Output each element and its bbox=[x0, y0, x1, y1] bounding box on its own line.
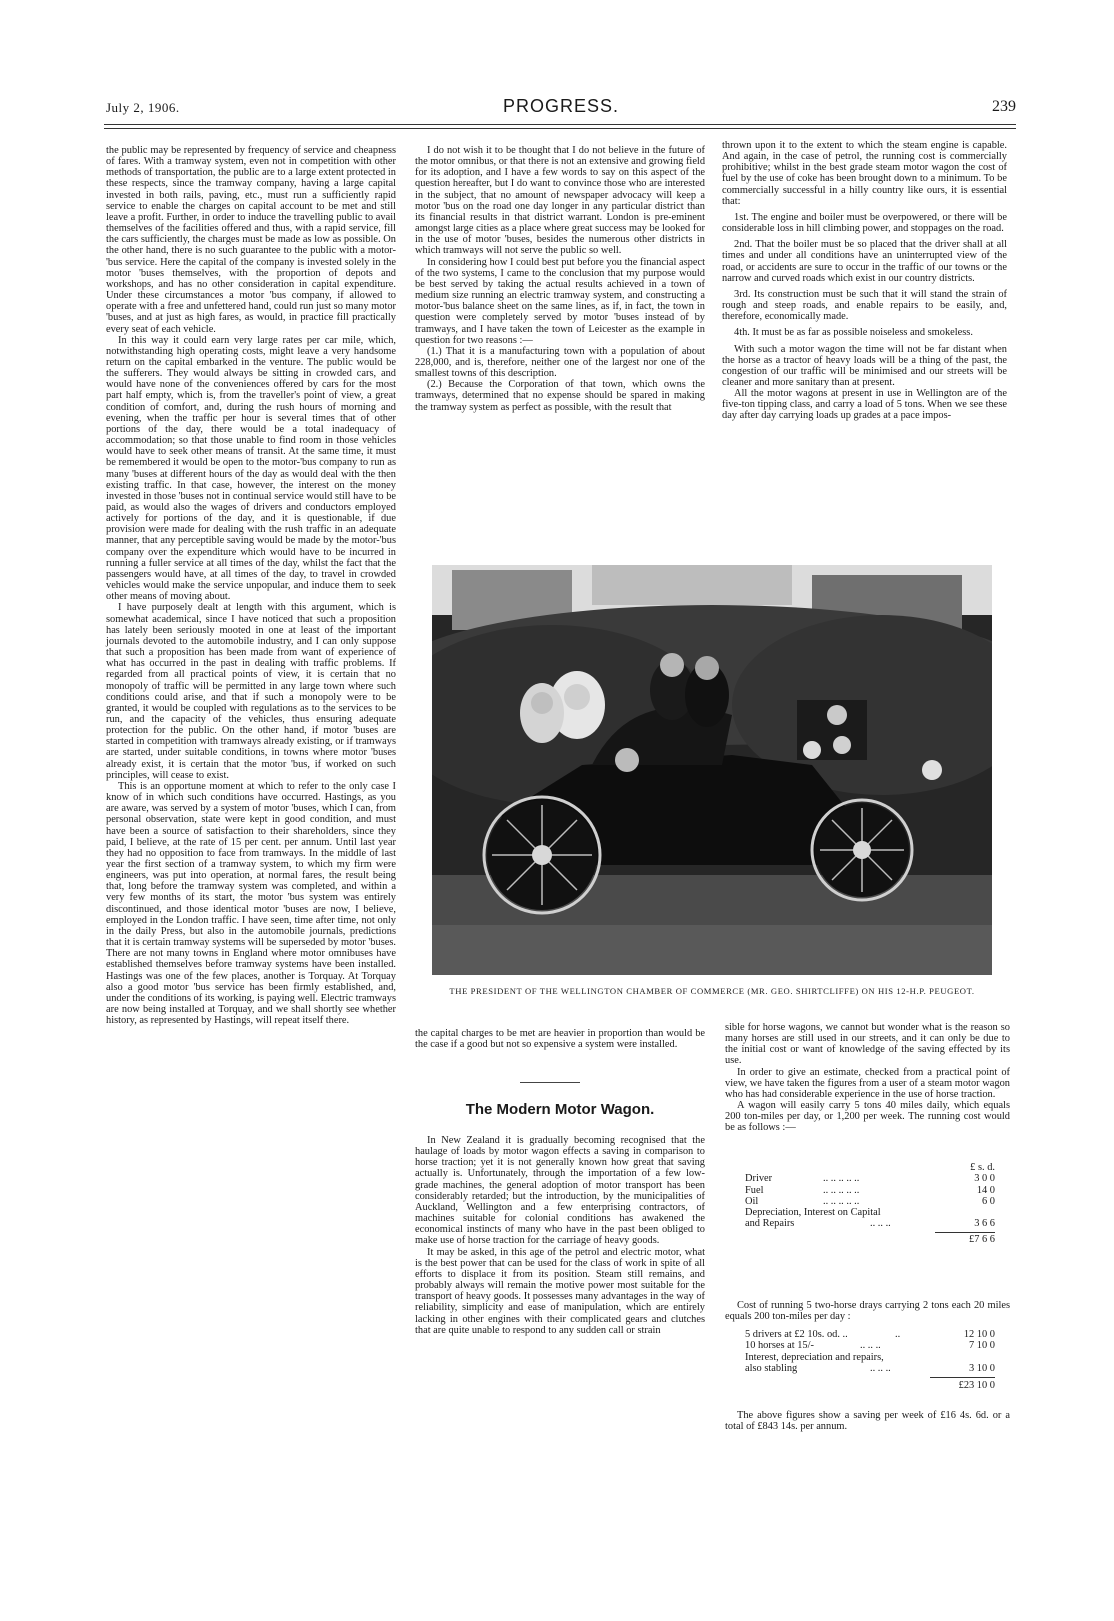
paragraph: (2.) Because the Corporation of that town, which owns the tramways, determined that no expense should be spared in making the tramway system as perfect as possible, with the result that bbox=[415, 379, 705, 413]
table-row: Depreciation, Interest on Capital bbox=[745, 1207, 881, 1219]
paragraph: All the motor wagons at present in use in Wellington are of the five-ton tipping class, and carry a load of 5 tons. When we see these day after day carrying loads up grades at a pace impos- bbox=[722, 388, 1007, 422]
section-divider bbox=[520, 1082, 580, 1083]
running-header bbox=[106, 98, 1016, 122]
column-1 bbox=[106, 145, 396, 1026]
currency-heads: £ s. d. bbox=[970, 1162, 995, 1173]
paragraph: With such a motor wagon the time will not be far distant when the horse as a tractor of heavy loads will be a thing of the past, the congestion of our traffic will be minimised and our streets will be cleaner and more sanitary than at present. bbox=[722, 343, 1007, 388]
table-row: also stabling .. .. .. 3 10 0 bbox=[745, 1362, 995, 1374]
table-row: Driver .. .. .. .. .. 3 0 0 bbox=[745, 1173, 995, 1185]
paragraph: sible for horse wagons, we cannot but wonder what is the reason so many horses are still used in our streets, and it can only be due to the initial cost or want of knowledge of the saving effected by its use. bbox=[725, 1022, 1010, 1067]
publication-title: PROGRESS. bbox=[502, 96, 620, 116]
table-total: £23 10 0 bbox=[958, 1380, 995, 1392]
table-row: Fuel .. .. .. .. .. 14 0 bbox=[745, 1184, 995, 1196]
paragraph: In this way it could earn very large rates per car mile, which, notwithstanding high operating costs, might leave a very handsome return on the capital embarked in the venture. The public would be the sufferers. They would always be sitting in crowded cars, and would have none of the conveniences offered by cars for the most part half empty, which is, from the traveller's point of view, a great condition of comfort, and, during the rush hours of morning and evening, when the traffic per hour is several times that of other portions of the day, there would be a total inadequacy of accommodation; so that those unable to find room in those vehicles would have to seek other means of transit. At the same time, it must be remembered it would be open to the motor-'bus company to run as many 'buses at different hours of the day as would deal with the then existing traffic. In that case, however, the interest on the money invested in those 'buses not in continual service would still have to be paid, as would also the wages of drivers and conductors employed actively for portions of the day, and it is questionable, if due provision were made for dealing with the rush traffic in an adequate manner, that any perceptible saving would be made by the motor-'bus company over the expenditure which would have to be incurred in running a fuller service at all times of the day, whilst the fact that the passengers would have, at all times of the day, to travel in crowded vehicles would make the service unpopular, and induce them to seek other means of moving about. bbox=[106, 334, 396, 603]
paragraph: A wagon will easily carry 5 tons 40 miles daily, which equals 200 ton-miles per day, or 1,200 per week. The running cost would be as follows :— bbox=[725, 1100, 1010, 1134]
paragraph: 4th. It must be as far as possible noiseless and smokeless. bbox=[734, 327, 973, 339]
sum-rule bbox=[930, 1377, 995, 1378]
paragraph: In order to give an estimate, checked from a practical point of view, we have taken the figures from a user of a steam motor wagon who has had considerable experience in the use of horse traction. bbox=[725, 1066, 1010, 1100]
article-body bbox=[415, 1135, 705, 1336]
paragraph: I do not wish it to be thought that I do not believe in the future of the motor omnibus, or that there is not an extensive and growing field for its adoption, and I have a few words to say on this aspect of the question hereafter, but I do want to convince those who are interested in the subject, that no amount of newspaper advocacy will keep a motor 'bus on the road one day longer in any particular district than its financial results in that district warrant. London is pre-eminent amongst large cities as a place where great success may be looked for in the use of motor 'buses, besides the numerous other districts in which tramways will not serve the public so well. bbox=[415, 145, 706, 257]
header-rule bbox=[104, 124, 1016, 125]
paragraph: I have purposely dealt at length with this argument, which is somewhat academical, since I have noticed that such a proposition has lately been seriously mooted in one at least of the important journals devoted to the automobile industry, and I can only suppose that such a proposition has been made from want of experience of what has occurred in the past in dealing with traffic problems. If regarded from all practical points of view, it is certain that no monopoly of traffic will be permitted in any large town where such conditions could arise, and that if such a monopoly were to be granted, it would be coupled with regulations as to the services to be run, and the capacity of the vehicles, thus ensuring adequate protection for the public. On the other hand, if motor 'buses are started in competition with tramways already existing, or if tramways are started, under suitable conditions, in towns where motor 'buses already exist, it is certain that the motor 'bus, if worked on such principles, will cease to exist. bbox=[106, 602, 396, 781]
paragraph: 3rd. Its construction must be such that it will stand the strain of rough and steep roads, and enable repairs to be easily, and, therefore, economically made. bbox=[722, 288, 1007, 323]
paragraph: 1st. The engine and boiler must be overpowered, or there will be considerable loss in hill climbing power, and stoppages on the road. bbox=[722, 211, 1007, 235]
paragraph: the capital charges to be met are heavier in proportion than would be the case if a good but not so expensive a system were installed. bbox=[415, 1028, 705, 1051]
paragraph: It may be asked, in this age of the petrol and electric motor, what is the best power that can be used for the class of work in spite of all efforts to displace it from its position. Steam still remains, and probably always will remain the motive power most suitable for the transport of heavy goods. It possesses many advantages in the way of reliability, simplicity and ease of manipulation, which are entirely lacking in other engines with their complicated gears and clutches that are quite unable to respond to any sudden call or strain bbox=[415, 1246, 705, 1336]
horse-drays-cost-table bbox=[745, 1329, 995, 1391]
issue-date: July 2, 1906. bbox=[106, 100, 180, 115]
motorcar-photograph bbox=[432, 565, 992, 975]
table-row: Interest, depreciation and repairs, bbox=[745, 1351, 884, 1363]
table-row: and Repairs .. .. .. 3 6 6 bbox=[745, 1218, 995, 1230]
header-rule-thin bbox=[104, 128, 1016, 129]
paragraph: the public may be represented by frequency of service and cheapness of fares. With a tramway system, even not in competition with other methods of transportation, the public are to a large extent protected in these respects, since the tramway company, having a large capital invested in both rails, paving, etc., must run a sufficiently rapid service to enable the charges on capital account to be met and still leave a profit. Further, in order to induce the travelling public to avail themselves of the facilities offered and thus, with a rapid service, fill the cars sufficiently, the charges must be made as low as possible. On the other hand, there is no such guarantee to the public with a motor-'bus service. Here the capital of the company is invested solely in the motor 'buses themselves, with the proportion of depots and workshops, and has no other consideration in capital expenditure. Under these circumstances a motor 'bus company, if allowed to operate with a free and unfettered hand, could run just so many motor 'buses, and at just as high fares, as would, in practice fill practically every seat of each vehicle. bbox=[106, 145, 396, 335]
savings-summary: The above figures show a saving per week of £16 4s. 6d. or a total of £843 14s. per annum. bbox=[725, 1410, 1010, 1433]
column-3 bbox=[722, 140, 1007, 422]
motor-wagon-cost-table bbox=[745, 1162, 995, 1245]
column-2 bbox=[415, 145, 705, 413]
paragraph: 2nd. That the boiler must be so placed that the driver shall at all times and under all conditions have an uninterrupted view of the road, or accidents are sure to occur in the traffic of our towns or the narrow and curved roads which exist in our country districts. bbox=[722, 239, 1007, 284]
table-row: 10 horses at 15/- .. .. .. 7 10 0 bbox=[745, 1340, 995, 1352]
article-heading: The Modern Motor Wagon. bbox=[465, 1101, 655, 1118]
paragraph: This is an opportune moment at which to refer to the only case I know of in which such conditions have occurred. Hastings, as you are aware, was served by a system of motor 'buses, which I can, from personal observation, state were kept in good condition, and must have been a source of satisfaction to their shareholders, since they paid, I believe, at the rate of 15 per cent. per annum. Until last year they had no opposition to face from tramways. In the middle of last year the first section of a tramway system, to which my firm were engineers, was put into operation, at normal fares, the result being that, long before the tramway system was completed, and within a very few months of its start, the motor 'bus system was entirely discontinued, and those identical motor 'buses are now, I believe, employed in the London traffic. I have seen, time after time, not only in the daily Press, but also in the automobile journals, predictions that it is certain tramway systems will be superseded by motor 'buses. There are not many towns in England where motor omnibuses have established themselves before tramway systems have been installed. Hastings was one of the few places, another is Torquay. At Torquay also a good motor 'bus service has been firmly established, and, under the conditions of its working, is paying well. Electric tramways are now being installed at Torquay, and we shall shortly see whether history, as represented by Hastings, will repeat itself there. bbox=[106, 780, 396, 1027]
paragraph: thrown upon it to the extent to which the steam engine is capable. And again, in the case of petrol, the running cost is commercially prohibitive; whilst in the best grade steam motor wagon the cost of fuel by the use of coke has been brought down to a minimum. To be commercially successful in a hilly country like ours, it is essential that: bbox=[722, 140, 1007, 207]
paragraph: (1.) That it is a manufacturing town with a population of about 228,000, and is, therefore, neither one of the largest nor one of the smallest towns of this description. bbox=[415, 345, 705, 380]
page-number: 239 bbox=[992, 98, 1016, 115]
motorcar-illustration bbox=[432, 565, 992, 975]
table-row: Oil .. .. .. .. .. 6 0 bbox=[745, 1195, 995, 1207]
drays-cost-intro: Cost of running 5 two-horse drays carrying 2 tons each 20 miles equals 200 ton-miles per day : bbox=[725, 1300, 1010, 1323]
paragraph: In considering how I could best put before you the financial aspect of the two systems, I came to the conclusion that my purpose would be best served by taking the actual results achieved in a town of medium size running an electric tramway system, and constructing a motor-'bus balance sheet on the same lines, as if, in fact, the town in question were completely served by motor 'buses instead of by tramways, and I have taken the town of Leicester as the example in question for two reasons :— bbox=[415, 256, 705, 346]
table-row: 5 drivers at £2 10s. od. .. .. 12 10 0 bbox=[745, 1329, 995, 1340]
column-3-continued bbox=[725, 1022, 1010, 1134]
paragraph: In New Zealand it is gradually becoming recognised that the haulage of loads by motor wagon effects a saving in comparison to horse traction; yet it is not generally known how great that saving actually is. Unfortunately, through the importation of a few low-grade machines, the general adoption of motor transport has been considerably retarded; but the introduction, by the municipalities of Auckland, Wellington and a few enterprising contractors, of machines suitable for colonial conditions has awakened the economical instincts of many who have in the past been obliged to make use of horse traction for the carriage of heavy goods. bbox=[415, 1135, 705, 1247]
column-2-continued bbox=[415, 1028, 705, 1050]
photo-caption: THE PRESIDENT OF THE WELLINGTON CHAMBER OF COMMERCE (MR. GEO. SHIRTCLIFFE) ON HIS 12-H.P. PEUGEOT. bbox=[449, 986, 975, 996]
table-total: £7 6 6 bbox=[969, 1233, 995, 1245]
